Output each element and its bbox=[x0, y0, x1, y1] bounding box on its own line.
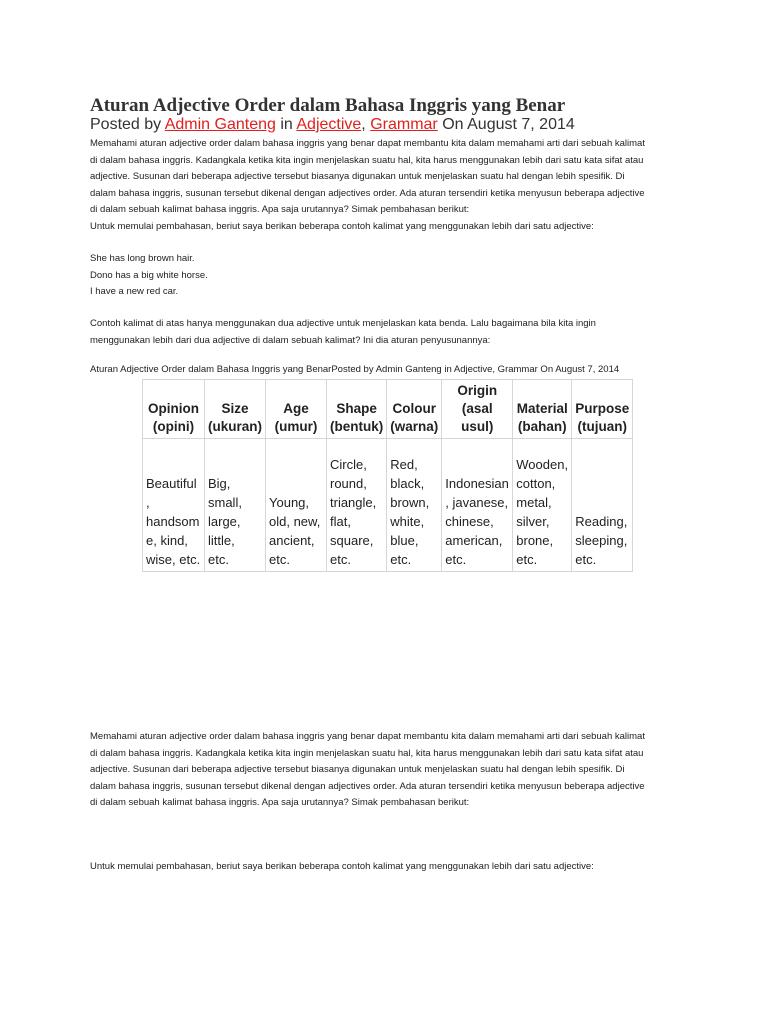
category-separator: , bbox=[361, 116, 366, 133]
category-link-grammar[interactable]: Grammar bbox=[370, 116, 438, 133]
table-header-cell: Opinion (opini) bbox=[143, 380, 205, 439]
intro-paragraph bbox=[90, 136, 682, 236]
text-line: di dalam bahasa inggris. Kadangkala ketika kita ingin menjelaskan suatu hal, kita harus menggunakan lebih dari satu kata sifat atau bbox=[90, 154, 644, 166]
text-line: dalam bahasa inggris, susunan tersebut dikenal dengan adjectives order. Ada aturan tersendiri ketika menyusun beberapa adjective bbox=[90, 187, 645, 199]
table-header-cell: Colour (warna) bbox=[387, 380, 442, 439]
author-link[interactable]: Admin Ganteng bbox=[164, 116, 276, 133]
text-line: di dalam sebuah kalimat bahasa inggris. Apa saja urutannya? Simak pembahasan berikut: bbox=[90, 204, 470, 216]
table-cell-purpose: Reading, sleeping, etc. bbox=[572, 439, 633, 572]
table-header-cell: Material (bahan) bbox=[513, 380, 572, 439]
example-sentence: I have a new red car. bbox=[90, 286, 179, 298]
table-cell-colour: Red, black, brown, white, blue, etc. bbox=[387, 439, 442, 572]
text-line: Memahami aturan adjective order dalam bahasa inggris yang benar dapat membantu kita dalam memahami arti dari sebuah kalimat bbox=[90, 731, 645, 742]
article-title: Aturan Adjective Order dalam Bahasa Inggris yang Benar bbox=[90, 95, 566, 116]
table-cell-material: Wooden, cotton, metal, silver, brone, etc. bbox=[513, 439, 572, 572]
in-label: in bbox=[280, 116, 293, 133]
example-sentence: Dono has a big white horse. bbox=[90, 269, 208, 281]
table-header-row bbox=[143, 380, 633, 439]
text-line: menggunakan lebih dari dua adjective di dalam sebuah kalimat? Ini dia aturan penyusunannya: bbox=[90, 334, 491, 346]
category-link-adjective[interactable]: Adjective bbox=[296, 116, 362, 133]
text-line: adjective. Susunan dari beberapa adjective tersebut biasanya digunakan untuk menjelaskan suatu hal dengan lebih spesifik. Di bbox=[90, 764, 625, 776]
table-cell-shape: Circle, round, triangle, flat, square, etc. bbox=[327, 439, 387, 572]
table-cell-age: Young, old, new, ancient, etc. bbox=[266, 439, 327, 572]
table-header-cell: Origin (asal usul) bbox=[442, 380, 513, 439]
text-line: Memahami aturan adjective order dalam bahasa inggris yang benar dapat membantu kita dalam memahami arti dari sebuah kalimat bbox=[90, 138, 645, 149]
table-header-cell: Purpose (tujuan) bbox=[572, 380, 633, 439]
table-cell-size: Big, small, large, little, etc. bbox=[205, 439, 266, 572]
posted-by-label: Posted by bbox=[90, 116, 162, 133]
table-header-cell: Size (ukuran) bbox=[205, 380, 266, 439]
text-line: Untuk memulai pembahasan, beriut saya berikan beberapa contoh kalimat yang menggunakan lebih dari satu adjective: bbox=[90, 220, 594, 232]
text-line: di dalam sebuah kalimat bahasa inggris. Apa saja urutannya? Simak pembahasan berikut: bbox=[90, 797, 470, 809]
text-line: adjective. Susunan dari beberapa adjective tersebut biasanya digunakan untuk menjelaskan suatu hal dengan lebih spesifik. Di bbox=[90, 171, 625, 183]
explanation-paragraph bbox=[90, 316, 682, 349]
table-cell-origin: Indonesian , javanese, chinese, american, etc. bbox=[442, 439, 513, 572]
table-cell-opinion: Beautiful , handsom e, kind, wise, etc. bbox=[143, 439, 205, 572]
table-row bbox=[143, 439, 633, 572]
post-date: On August 7, 2014 bbox=[442, 116, 575, 133]
table-header-cell: Shape (bentuk) bbox=[327, 380, 387, 439]
repeated-intro-paragraph bbox=[90, 729, 682, 812]
text-line: di dalam bahasa inggris. Kadangkala ketika kita ingin menjelaskan suatu hal, kita harus menggunakan lebih dari satu kata sifat atau bbox=[90, 747, 644, 759]
image-caption: Aturan Adjective Order dalam Bahasa Inggris yang BenarPosted by Admin Ganteng in Adjective, Grammar On August 7, 2014 bbox=[90, 364, 620, 375]
table-header-cell: Age (umur) bbox=[266, 380, 327, 439]
example-sentences bbox=[90, 251, 682, 301]
text-line: Contoh kalimat di atas hanya menggunakan dua adjective untuk menjelaskan kata benda. Lalu bagaimana bila kita ingin bbox=[90, 318, 596, 329]
closing-paragraph: Untuk memulai pembahasan, beriut saya berikan beberapa contoh kalimat yang menggunakan lebih dari satu adjective: bbox=[90, 861, 594, 872]
text-line: dalam bahasa inggris, susunan tersebut dikenal dengan adjectives order. Ada aturan tersendiri ketika menyusun beberapa adjective bbox=[90, 780, 645, 792]
byline bbox=[90, 116, 575, 134]
adjective-order-table bbox=[142, 379, 633, 572]
example-sentence: She has long brown hair. bbox=[90, 253, 195, 264]
